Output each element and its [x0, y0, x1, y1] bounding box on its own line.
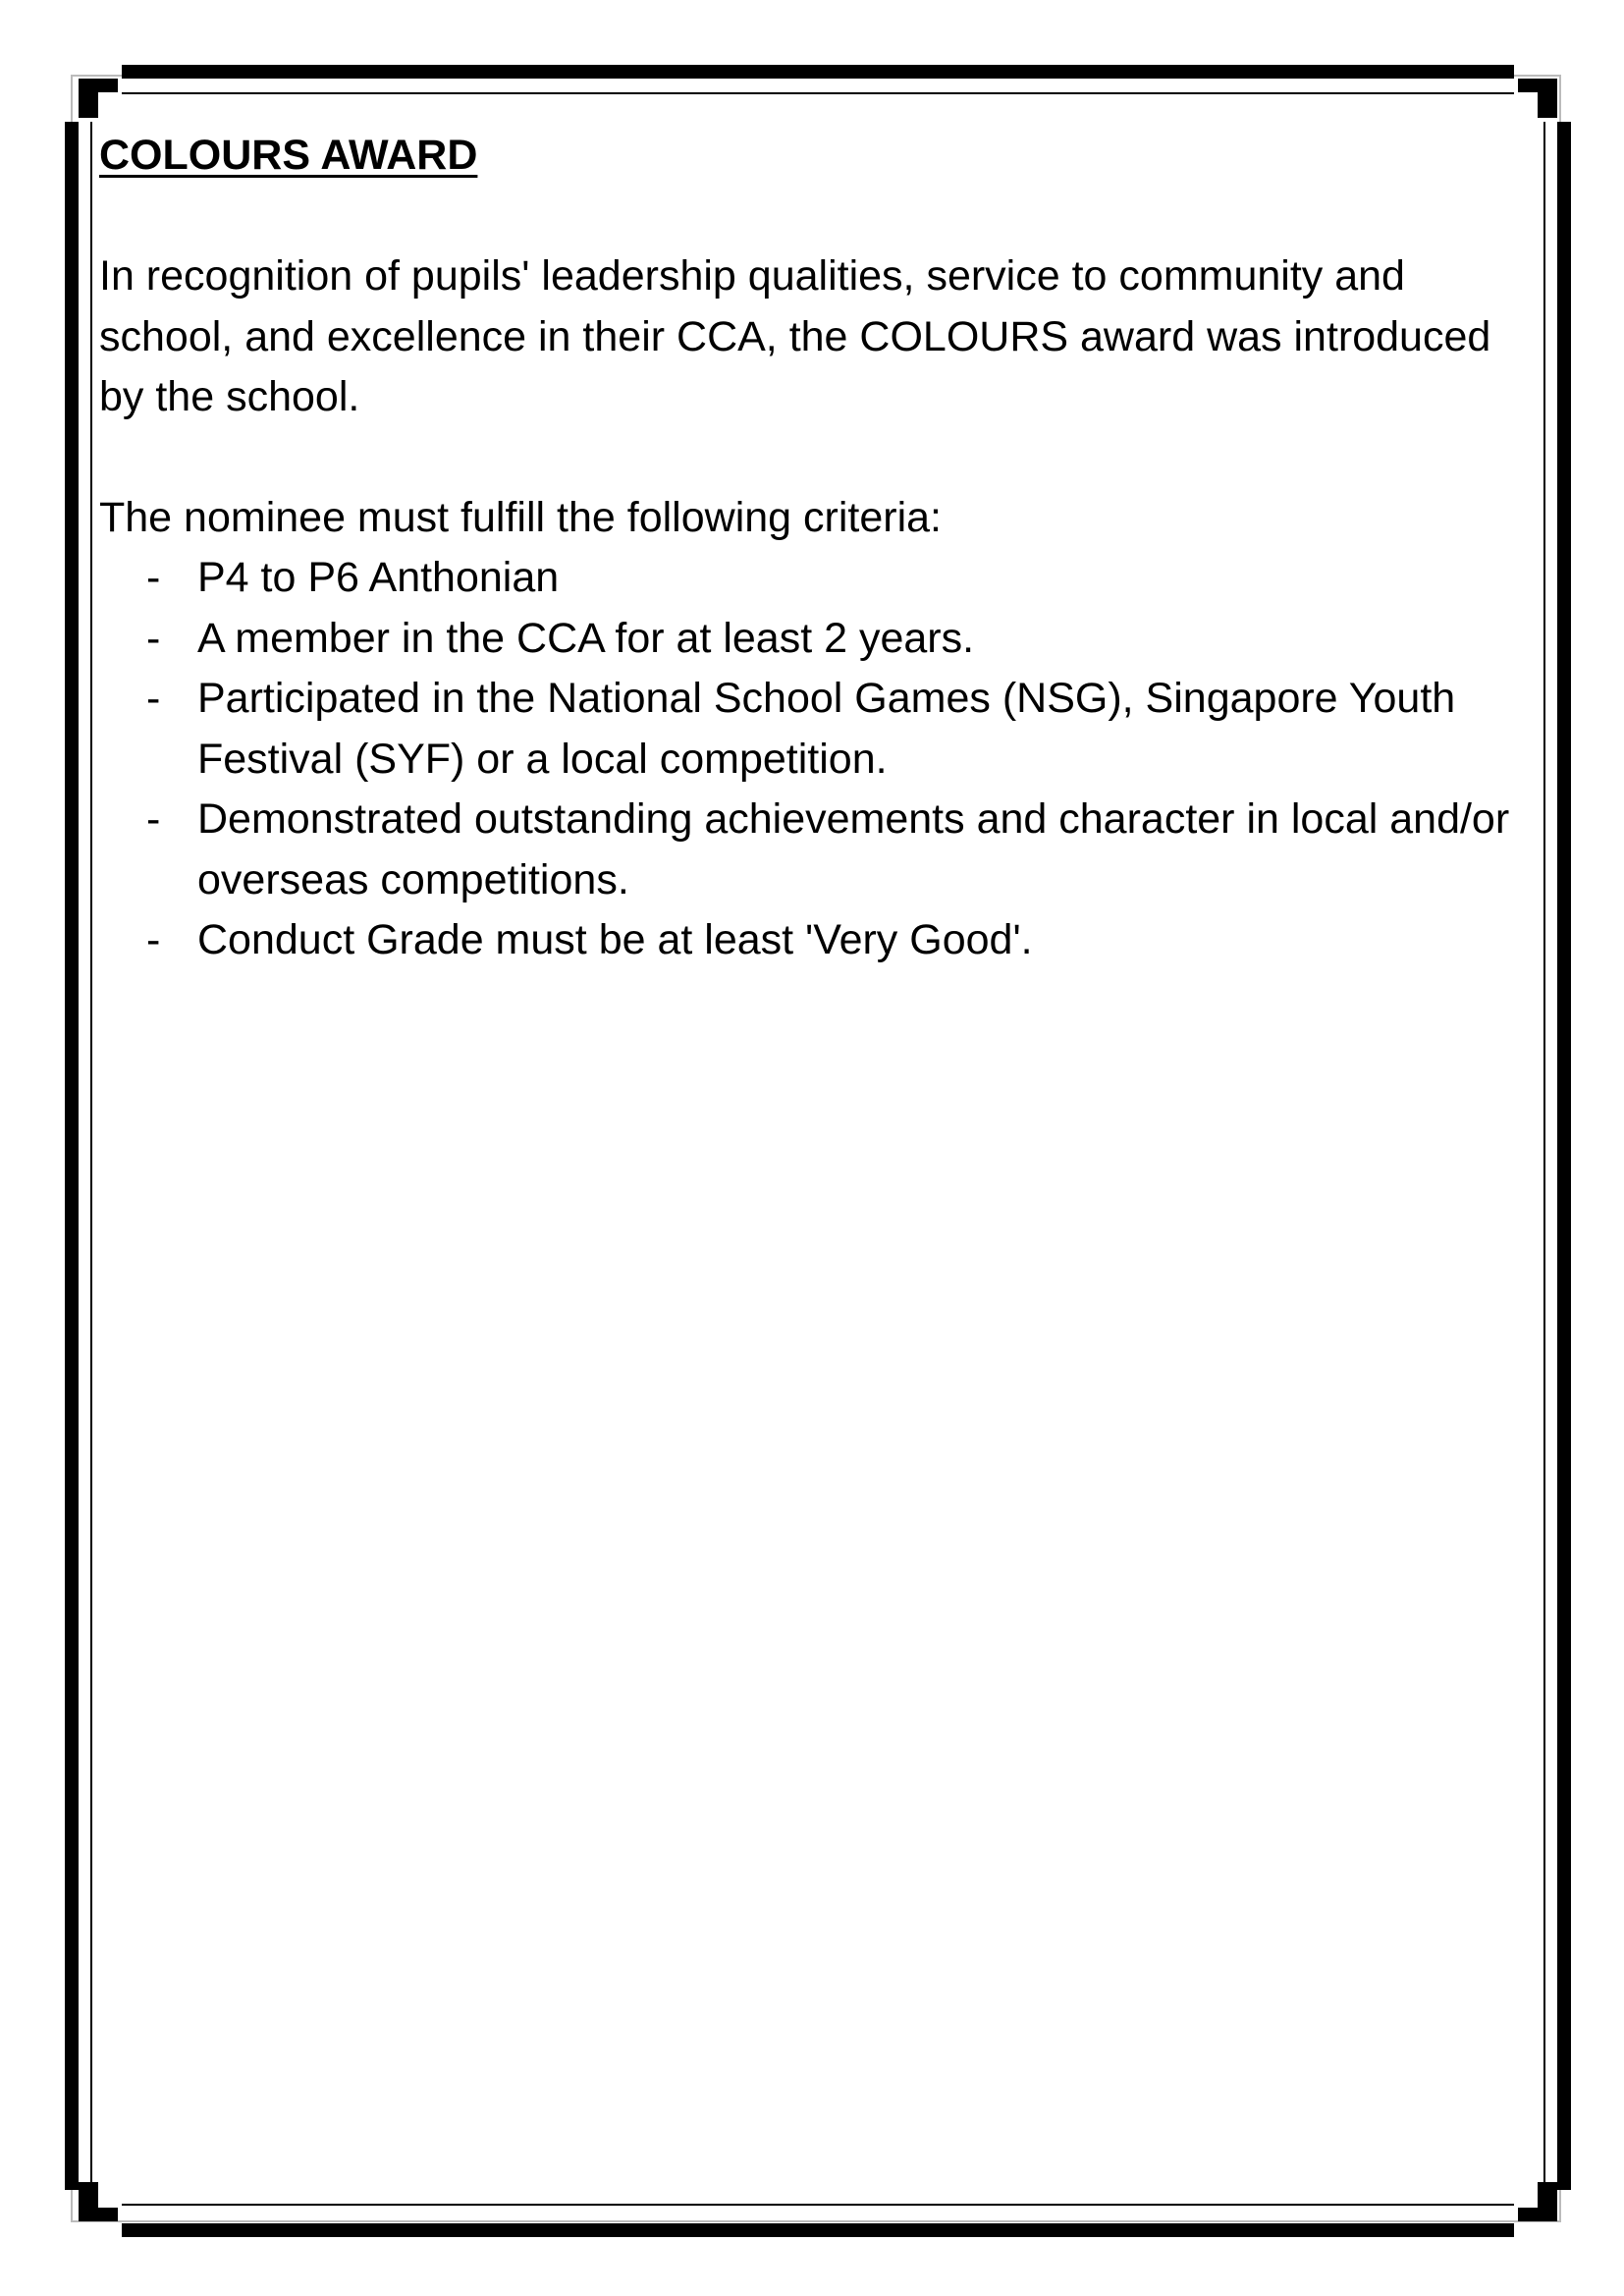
criteria-item	[99, 910, 1523, 971]
criteria-item	[99, 548, 1523, 609]
border-corner-bottom-right-notch	[1518, 2208, 1557, 2221]
bullet-dash: -	[146, 614, 161, 662]
border-hairline-bottom	[71, 2220, 1561, 2222]
document-body	[99, 126, 1523, 971]
border-corner-top-left-notch	[79, 79, 118, 92]
criteria-list	[99, 548, 1523, 971]
border-inner-left	[90, 122, 92, 2190]
border-inner-bottom	[122, 2204, 1514, 2206]
border-corner-bottom-left-notch	[79, 2208, 118, 2221]
criteria-item	[99, 669, 1523, 790]
bullet-dash: -	[146, 916, 161, 963]
intro-paragraph: In recognition of pupils' leadership qualities, service to community and school, and excellence in their CCA, the COLOURS award was introduced by the school.	[99, 252, 1491, 420]
criteria-text: P4 to P6 Anthonian	[197, 554, 560, 601]
criteria-item	[99, 609, 1523, 670]
bullet-dash: -	[146, 795, 161, 843]
border-inner-right	[1543, 122, 1545, 2190]
border-left-bar	[65, 122, 79, 2190]
border-inner-top	[122, 92, 1514, 94]
criteria-text: Conduct Grade must be at least 'Very Good'.	[197, 916, 1033, 963]
border-bottom-bar	[122, 2223, 1514, 2237]
criteria-heading: The nominee must fulfill the following criteria:	[99, 493, 942, 541]
border-top-bar	[122, 65, 1514, 79]
bullet-dash: -	[146, 675, 161, 722]
criteria-text: Demonstrated outstanding achievements and character in local and/or overseas competitions.	[197, 795, 1510, 903]
criteria-text: Participated in the National School Games (NSG), Singapore Youth Festival (SYF) or a local competition.	[197, 675, 1456, 783]
criteria-text: A member in the CCA for at least 2 years.	[197, 614, 975, 662]
border-right-bar	[1557, 122, 1571, 2190]
bullet-dash: -	[146, 554, 161, 601]
criteria-item	[99, 790, 1523, 910]
border-corner-top-right-notch	[1518, 79, 1557, 92]
document-title: COLOURS AWARD	[99, 132, 478, 179]
